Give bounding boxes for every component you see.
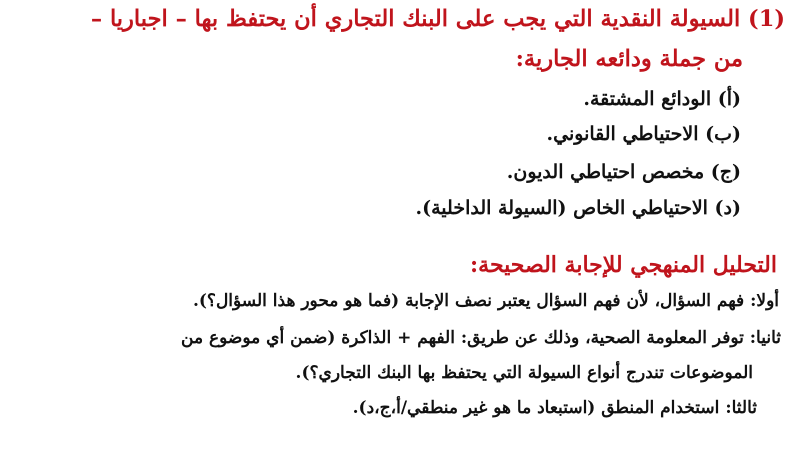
analysis-point-2-line-2: الموضوعات تندرج أنواع السيولة التي يحتفظ بها البنك التجاري؟). (295, 363, 753, 383)
question-title-line-1: (1) السيولة النقدية التي يجب على البنك التجاري أن يحتفظ بها – اجباريا – (90, 6, 785, 32)
option-b: (ب) الاحتياطي القانوني. (546, 123, 741, 145)
analysis-point-2-line-1: ثانيا: توفر المعلومة الصحية، وذلك عن طريق: الفهم + الذاكرة (ضمن أي موضوع من (181, 328, 781, 348)
question-title-line-2: من جملة ودائعه الجارية: (515, 46, 743, 72)
option-a: (أ) الودائع المشتقة. (583, 88, 741, 110)
analysis-point-3: ثالثا: استخدام المنطق (استبعاد ما هو غير منطقي/أ،ج،د). (352, 398, 757, 418)
analysis-point-1: أولا: فهم السؤال، لأن فهم السؤال يعتبر نصف الإجابة (فما هو محور هذا السؤال؟). (192, 291, 779, 311)
option-d: (د) الاحتياطي الخاص (السيولة الداخلية). (415, 197, 741, 219)
option-c: (ج) مخصص احتياطي الديون. (506, 161, 741, 183)
analysis-title: التحليل المنهجي للإجابة الصحيحة: (470, 252, 777, 278)
